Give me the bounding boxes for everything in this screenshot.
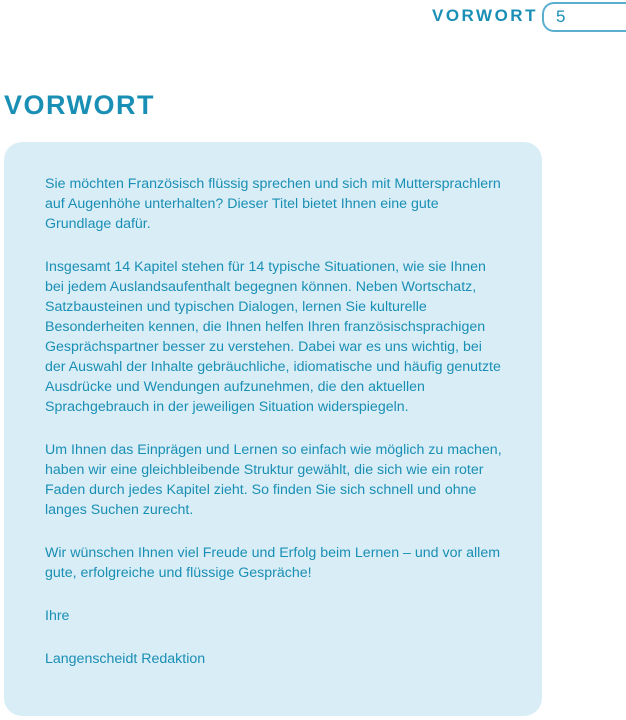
foreword-box xyxy=(4,142,542,716)
page-number-tab xyxy=(542,2,626,32)
page-number: 5 xyxy=(556,7,566,26)
signature: Langenscheidt Redaktion xyxy=(45,651,206,667)
closing: Ihre xyxy=(45,608,70,624)
paragraph-intro: Sie möchten Französisch flüssig sprechen und sich mit Muttersprachlern auf Augenhöhe unterhalten? Dieser Titel bietet Ihnen eine gute Grundlage dafür. xyxy=(45,176,501,232)
page-title: VORWORT xyxy=(4,90,155,120)
running-header: VORWORT xyxy=(432,6,538,25)
paragraph-wishes: Wir wünschen Ihnen viel Freude und Erfolg beim Lernen – und vor allem gute, erfolgreiche und flüssige Gespräche! xyxy=(45,545,501,581)
paragraph-chapters: Insgesamt 14 Kapitel stehen für 14 typische Situationen, wie sie Ihnen bei jedem Auslandsaufenthalt begegnen können. Neben Wortschatz, Satzbausteinen und typischen Dialogen, lernen Sie kulturelle Besonderheiten kennen, die Ihnen helfen Ihren französischsprachigen Gesprächspartner besser zu verstehen. Dabei war es uns wichtig, bei der Auswahl der Inhalte gebräuchliche, idiomatische und häufig genutzte Ausdrücke und Wendungen aufzunehmen, die den aktuellen Sprachgebrauch in der jeweiligen Situation widerspiegeln. xyxy=(45,259,501,415)
paragraph-structure: Um Ihnen das Einprägen und Lernen so einfach wie möglich zu machen, haben wir eine gleichbleibende Struktur gewählt, die sich wie ein roter Faden durch jedes Kapitel zieht. So finden Sie sich schnell und ohne langes Suchen zurecht. xyxy=(45,442,502,518)
